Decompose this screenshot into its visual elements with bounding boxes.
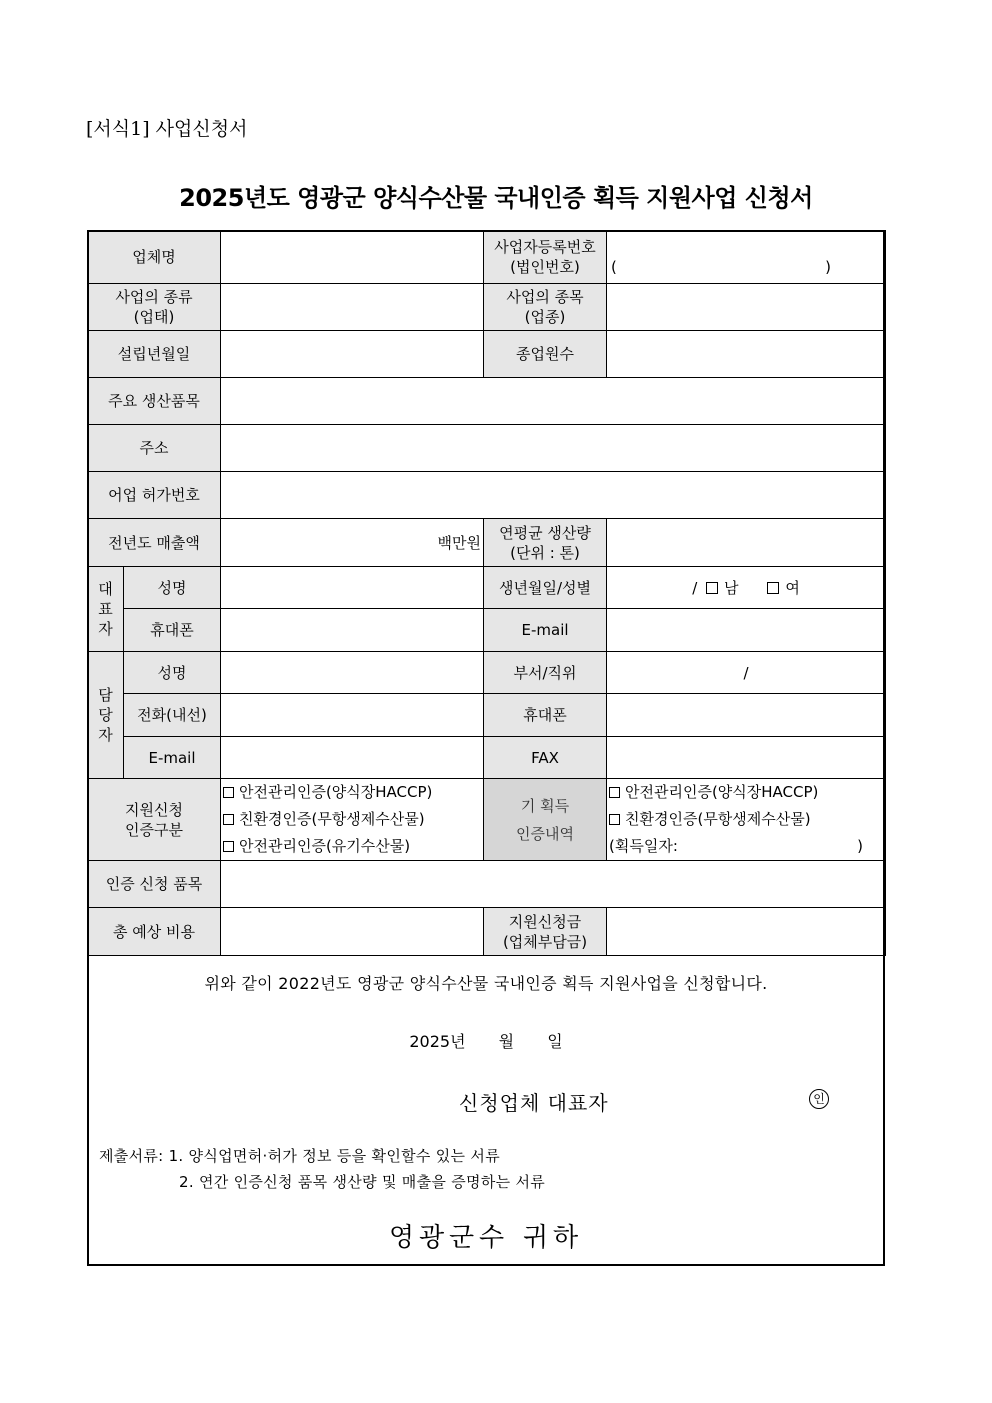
mgr-email-input[interactable]: [221, 737, 484, 779]
prev-sales-label: 전년도 매출액: [88, 519, 221, 567]
prev-sales-input[interactable]: [221, 519, 484, 567]
address-input[interactable]: [221, 425, 886, 472]
fishery-license-label: 어업 허가번호: [88, 472, 221, 519]
document-title: 2025년도 영광군 양식수산물 국내인증 획득 지원사업 신청서: [179, 184, 813, 212]
rep-mobile-label: 휴대폰: [124, 609, 221, 652]
female-checkbox[interactable]: [767, 582, 779, 594]
rep-name-label: 성명: [124, 567, 221, 609]
mgr-label-char: 담: [98, 686, 113, 704]
applicant-label: 신청업체 대표자: [459, 1091, 609, 1115]
cert-apply-label-line2: 인증구분: [125, 820, 183, 839]
mgr-mobile-input[interactable]: [607, 694, 886, 737]
checkbox[interactable]: [223, 787, 234, 798]
cert-acquired-option[interactable]: [609, 806, 883, 833]
mgr-email-label: E-mail: [124, 737, 221, 779]
mgr-label-char: 자: [98, 726, 113, 744]
apply-items-input[interactable]: [221, 861, 886, 908]
rep-name-input[interactable]: [221, 567, 484, 609]
cert-acquired-label: [484, 779, 607, 861]
total-cost-label: 총 예상 비용: [88, 908, 221, 956]
date-day: 일: [547, 1032, 563, 1051]
male-checkbox[interactable]: [706, 582, 718, 594]
recipient-line: [87, 1217, 885, 1254]
founded-label: 설립년월일: [88, 331, 221, 378]
mgr-fax-label: FAX: [484, 737, 607, 779]
mgr-fax-input[interactable]: [607, 737, 886, 779]
cert-acquired-option[interactable]: [609, 779, 883, 806]
avg-production-label: [484, 519, 607, 567]
date-month: 월: [498, 1032, 515, 1051]
support-amount-label: [484, 908, 607, 956]
acquired-date-label: (획득일자:: [609, 837, 678, 855]
male-label: 남: [724, 579, 739, 597]
biz-item-label-line2: (업종): [524, 308, 566, 326]
rep-email-input[interactable]: [607, 609, 886, 652]
form-label: [서식1] 사업신청서: [86, 118, 248, 140]
corp-no-paren-open: (: [611, 258, 617, 276]
avg-production-input[interactable]: [607, 519, 886, 567]
manager-group-label: [88, 652, 124, 779]
acquired-date-row[interactable]: [609, 833, 883, 860]
declaration-section: [87, 955, 885, 1266]
corp-no-paren-close: ): [825, 258, 832, 276]
acquired-date-close: ): [857, 837, 864, 855]
biz-type-label-line2: (업태): [133, 308, 175, 326]
cert-apply-option[interactable]: [223, 806, 481, 833]
recipient-char: 귀: [523, 1223, 563, 1253]
checkbox[interactable]: [609, 787, 620, 798]
cert-apply-option[interactable]: [223, 779, 481, 806]
birth-slash: /: [692, 579, 698, 597]
company-name-input[interactable]: [221, 231, 484, 284]
option-label: 안전관리인증(유기수산물): [239, 837, 411, 855]
support-amount-label-line2: (업체부담금): [502, 932, 588, 951]
total-cost-input[interactable]: [221, 908, 484, 956]
support-amount-input[interactable]: [607, 908, 886, 956]
main-products-label: 주요 생산품목: [88, 378, 221, 425]
cert-acquired-label-line2: 인증내역: [516, 824, 574, 843]
seal-mark: 인: [809, 1089, 829, 1109]
mgr-dept-label: 부서/직위: [484, 652, 607, 694]
biz-reg-no-label: [484, 231, 607, 284]
rep-email-label: E-mail: [484, 609, 607, 652]
mgr-phone-label: 전화(내선): [124, 694, 221, 737]
rep-birth-gender-label: 생년월일/성별: [484, 567, 607, 609]
date-line: [87, 1029, 885, 1052]
option-label: 친환경인증(무항생제수산물): [625, 810, 811, 828]
cert-apply-label: [88, 779, 221, 861]
mgr-label-char: 당: [98, 706, 113, 724]
application-table: [87, 230, 886, 956]
address-label: 주소: [88, 425, 221, 472]
founded-input[interactable]: [221, 331, 484, 378]
option-label: 안전관리인증(양식장HACCP): [239, 783, 433, 801]
rep-birth-gender-input[interactable]: [607, 567, 886, 609]
biz-item-label-line1: 사업의 종목: [506, 288, 584, 306]
rep-label-char: 자: [98, 620, 113, 638]
checkbox[interactable]: [223, 841, 234, 852]
option-label: 친환경인증(무항생제수산물): [239, 810, 425, 828]
support-amount-label-line1: 지원신청금: [508, 912, 582, 931]
checkbox[interactable]: [609, 814, 620, 825]
female-label: 여: [785, 579, 800, 597]
recipient-char: 하: [553, 1223, 593, 1253]
cert-apply-option[interactable]: [223, 833, 481, 860]
cert-apply-options: [221, 779, 484, 861]
recipient-char: 군: [449, 1223, 489, 1253]
mgr-mobile-label: 휴대폰: [484, 694, 607, 737]
biz-type-label-line1: 사업의 종류: [115, 288, 193, 306]
mgr-name-input[interactable]: [221, 652, 484, 694]
avg-production-label-line2: (단위 : 톤): [510, 543, 580, 562]
cert-acquired-label-line1: 기 획득: [520, 796, 570, 815]
fishery-license-input[interactable]: [221, 472, 886, 519]
main-products-input[interactable]: [221, 378, 886, 425]
required-docs-line2: 2. 연간 인증신청 품목 생산량 및 매출을 증명하는 서류: [179, 1173, 546, 1191]
recipient-char: 영: [389, 1223, 429, 1253]
biz-type-label: [88, 284, 221, 331]
biz-reg-no-input[interactable]: [607, 231, 886, 284]
biz-reg-no-label-line2: (법인번호): [510, 258, 580, 276]
biz-item-label: [484, 284, 607, 331]
mgr-name-label: 성명: [124, 652, 221, 694]
option-label: 안전관리인증(양식장HACCP): [625, 783, 819, 801]
cert-apply-label-line1: 지원신청: [125, 800, 183, 819]
avg-production-label-line1: 연평균 생산량: [499, 523, 591, 542]
apply-items-label: 인증 신청 품목: [88, 861, 221, 908]
rep-label-char: 대: [98, 580, 113, 598]
mgr-dept-input[interactable]: [607, 652, 886, 694]
declaration-text: 위와 같이 2022년도 영광군 양식수산물 국내인증 획득 지원사업을 신청합니다.: [204, 974, 768, 993]
cert-acquired-options: [607, 779, 886, 861]
representative-group-label: [88, 567, 124, 652]
biz-reg-no-label-line1: 사업자등록번호: [494, 238, 596, 256]
company-name-label: 업체명: [88, 231, 221, 284]
mgr-phone-input[interactable]: [221, 694, 484, 737]
required-docs-line1: 제출서류: 1. 양식업면허·허가 정보 등을 확인할수 있는 서류: [99, 1147, 500, 1165]
employees-label: 종업원수: [484, 331, 607, 378]
rep-label-char: 표: [98, 600, 113, 618]
checkbox[interactable]: [223, 814, 234, 825]
recipient-char: 수: [479, 1223, 519, 1253]
recipient-char: 광: [419, 1223, 459, 1253]
sales-unit: 백만원: [437, 534, 482, 552]
biz-item-input[interactable]: [607, 284, 886, 331]
biz-type-input[interactable]: [221, 284, 484, 331]
dept-slash: /: [743, 663, 749, 682]
employees-input[interactable]: [607, 331, 886, 378]
rep-mobile-input[interactable]: [221, 609, 484, 652]
date-year: 2025년: [409, 1032, 466, 1051]
